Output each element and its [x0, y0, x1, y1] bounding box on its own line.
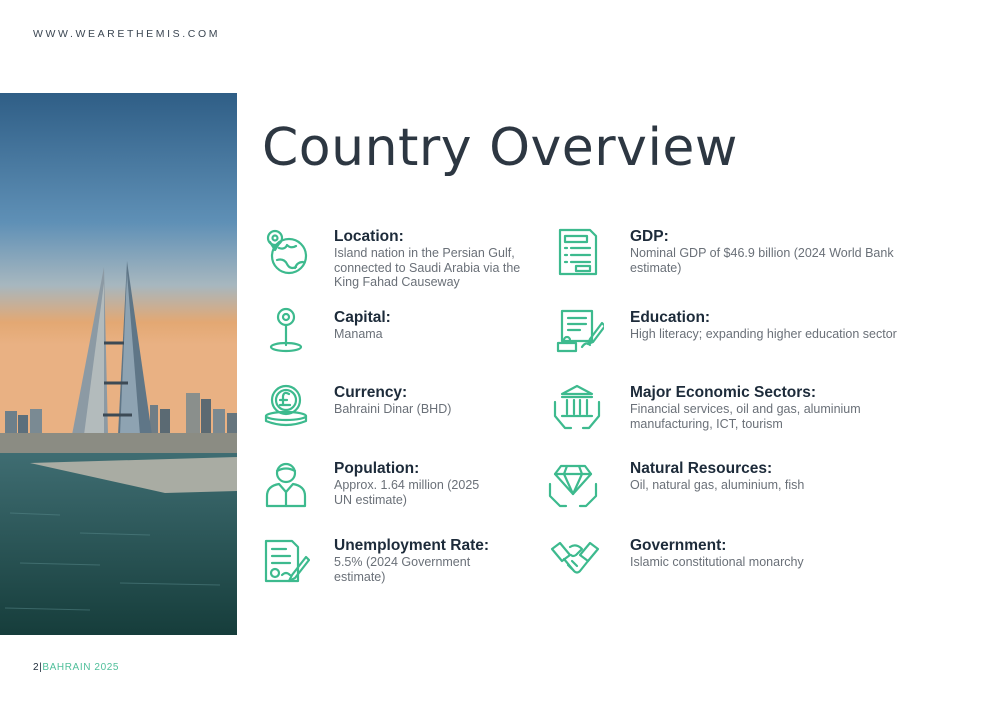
globe-pin-icon: [262, 226, 312, 278]
capital-value: Manama: [334, 327, 383, 341]
resources-label: Natural Resources:: [630, 460, 773, 477]
report-icon: [554, 226, 604, 278]
government-label: Government:: [630, 537, 727, 554]
gdp-label: GDP:: [630, 228, 669, 245]
population-label: Population:: [334, 460, 420, 477]
diamond-hands-icon: [548, 458, 598, 510]
resources-value: Oil, natural gas, aluminium, fish: [630, 478, 805, 492]
site-url: WWW.WEARETHEMIS.COM: [33, 28, 221, 40]
capital-label: Capital:: [334, 309, 391, 326]
unemployment-value: 5.5% (2024 Government estimate): [334, 555, 471, 584]
currency-label: Currency:: [334, 384, 408, 401]
education-label: Education:: [630, 309, 711, 326]
sectors-label: Major Economic Sectors:: [630, 384, 817, 401]
coins-icon: [262, 382, 312, 434]
gdp-value: Nominal GDP of $46.9 billion (2024 World Bank estimate): [630, 246, 894, 275]
footer-separator: |: [39, 662, 43, 673]
bank-hands-icon: [552, 382, 602, 434]
page-title: Country Overview: [262, 118, 738, 178]
unemployment-label: Unemployment Rate:: [334, 537, 490, 554]
location-value: Island nation in the Persian Gulf, connected to Saudi Arabia via the King Fahad Causeway: [334, 246, 521, 289]
education-value: High literacy; expanding higher education sector: [630, 327, 897, 341]
page-footer: [33, 662, 119, 673]
person-icon: [262, 458, 312, 510]
certificate-icon: [554, 307, 604, 359]
document-name: BAHRAIN 2025: [42, 662, 120, 673]
handshake-icon: [550, 535, 600, 587]
population-value: Approx. 1.64 million (2025 UN estimate): [334, 478, 480, 507]
currency-value: Bahraini Dinar (BHD): [334, 402, 452, 416]
page-number: 2: [33, 662, 40, 673]
sectors-value: Financial services, oil and gas, aluminium manufacturing, ICT, tourism: [630, 402, 861, 431]
bahrain-skyline-photo: [0, 93, 237, 635]
location-label: Location:: [334, 228, 404, 245]
map-pin-icon: [262, 307, 312, 359]
document-pen-icon: [260, 535, 310, 587]
government-value: Islamic constitutional monarchy: [630, 555, 804, 569]
